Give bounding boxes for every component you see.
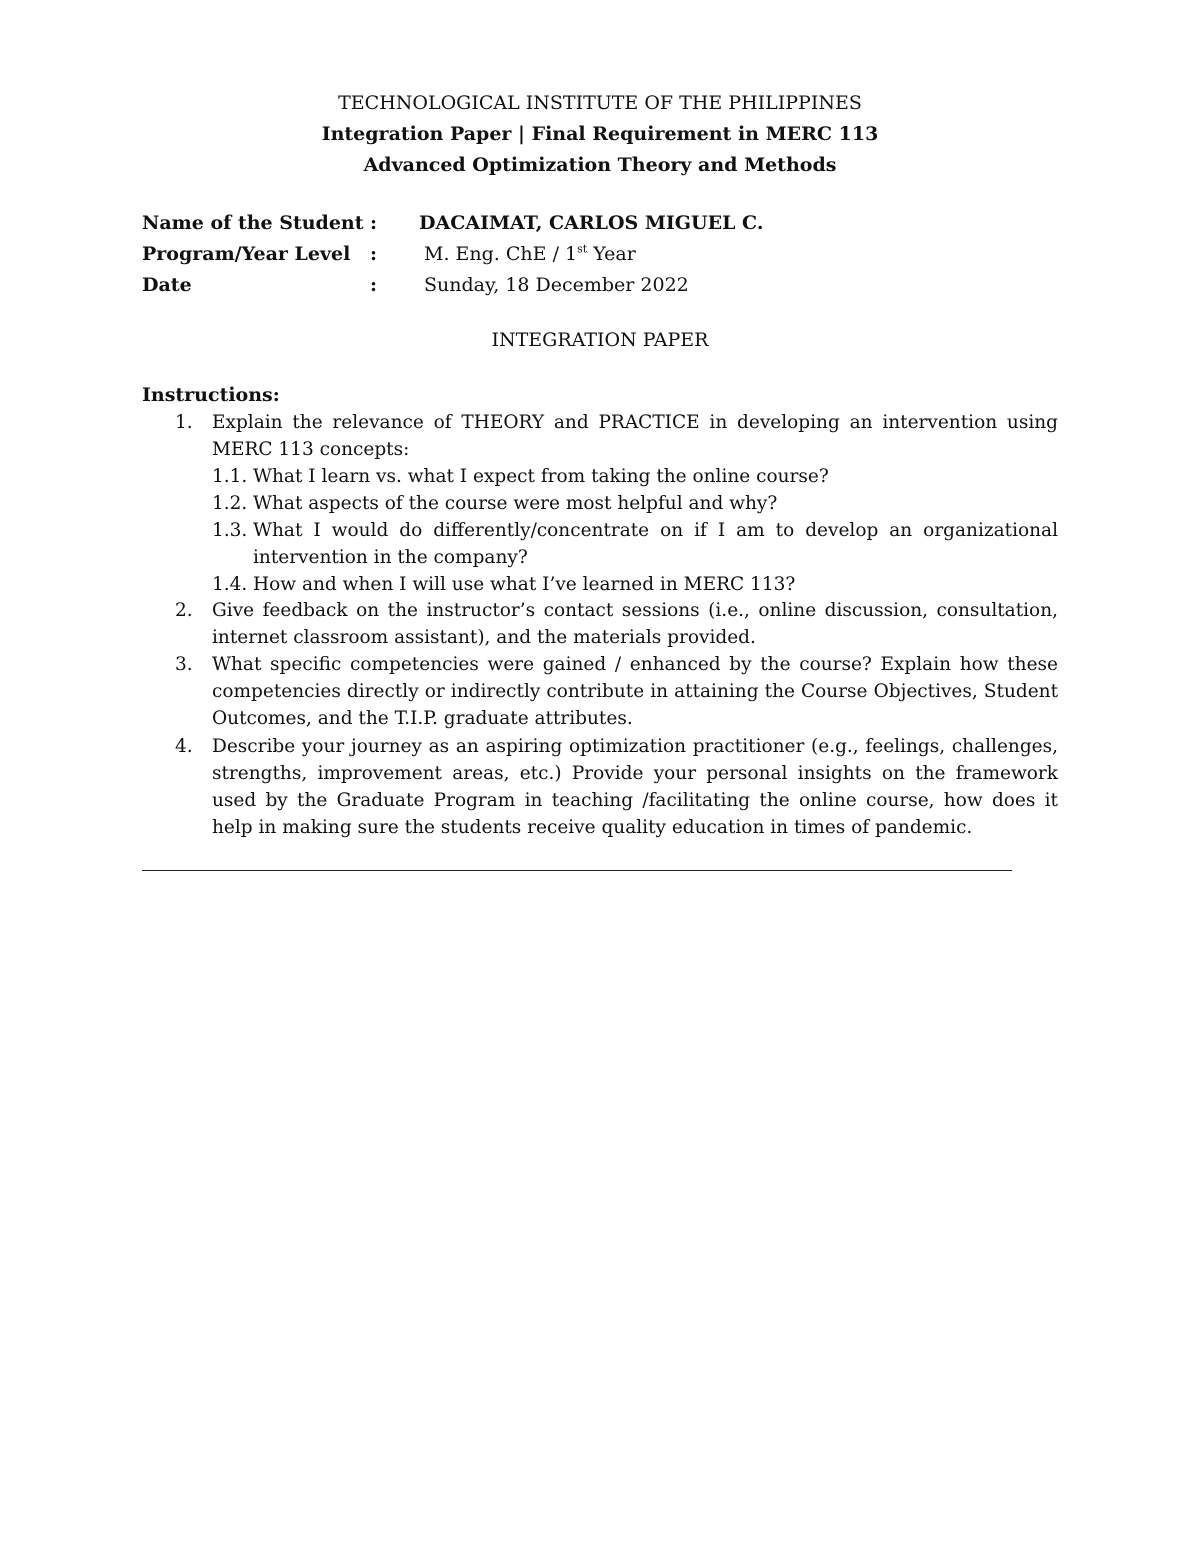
paper-subtitle: Integration Paper | Final Requirement in MERC 113 <box>321 123 879 145</box>
list-item: Explain the relevance of THEORY and PRACTICE in developing an intervention using MERC 113 concepts: <box>212 412 1058 460</box>
list-number: 2. <box>175 600 193 621</box>
sublist-number: 1.3. <box>212 520 248 541</box>
student-name: DACAIMAT, CARLOS MIGUEL C. <box>419 212 764 234</box>
colon: : <box>370 212 378 234</box>
list-number: 1. <box>175 412 193 433</box>
list-item: Describe your journey as an aspiring optimization practitioner (e.g., feelings, challenges, strengths, improvement areas, etc.) Provide your personal insights on the framework used by the Graduate Program in teaching /facilitating the online course, how does it help in making sure the students receive quality education in times of pandemic. <box>212 736 1058 838</box>
sublist-item: How and when I will use what I’ve learned in MERC 113? <box>253 574 796 595</box>
section-title: INTEGRATION PAPER <box>491 329 709 351</box>
list-item: Give feedback on the instructor’s contact sessions (i.e., online discussion, consultation, internet classroom assistant), and the materials provided. <box>212 600 1058 648</box>
sublist-number: 1.1. <box>212 466 248 487</box>
program-label: Program/Year Level <box>142 243 351 265</box>
institution-title: TECHNOLOGICAL INSTITUTE OF THE PHILIPPINES <box>338 92 862 114</box>
program-value-prefix: M. Eng. ChE / 1 <box>424 243 578 265</box>
sublist-number: 1.4. <box>212 574 248 595</box>
program-value-sup: st <box>577 242 588 256</box>
colon: : <box>370 243 378 265</box>
sublist-number: 1.2. <box>212 493 248 514</box>
instructions-label: Instructions: <box>142 384 280 406</box>
horizontal-rule <box>142 870 1012 871</box>
colon: : <box>370 274 378 296</box>
program-value <box>424 241 636 267</box>
list-item: What specific competencies were gained / enhanced by the course? Explain how these competencies directly or indirectly contribute in attaining the Course Objectives, Student Outcomes, and the T.I.P. graduate attributes. <box>212 654 1058 729</box>
student-label: Name of the Student <box>142 212 364 234</box>
list-number: 4. <box>175 736 193 757</box>
sublist-item: What I learn vs. what I expect from taking the online course? <box>253 466 829 487</box>
list-number: 3. <box>175 654 193 675</box>
program-value-suffix: Year <box>587 243 636 265</box>
date-label: Date <box>142 274 192 296</box>
course-title: Advanced Optimization Theory and Methods <box>363 154 837 176</box>
date-value: Sunday, 18 December 2022 <box>424 274 689 296</box>
sublist-item: What aspects of the course were most helpful and why? <box>253 493 778 514</box>
sublist-item: What I would do differently/concentrate on if I am to develop an organizational intervention in the company? <box>253 520 1058 568</box>
